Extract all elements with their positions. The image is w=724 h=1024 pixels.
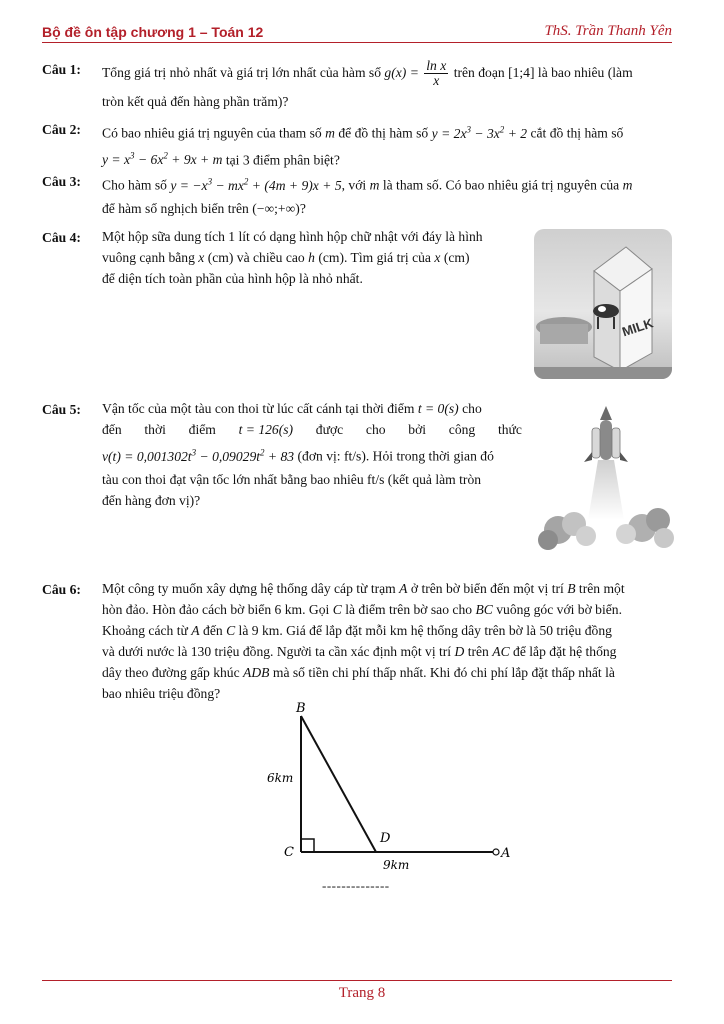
question-text: Vận tốc của một tàu con thoi từ lúc cất cánh tại thời điểm xyxy=(102,401,415,416)
question-text: Khoảng cách từ xyxy=(102,623,188,638)
page-header xyxy=(42,22,672,43)
question-label: Câu 1: xyxy=(42,62,81,77)
label-b: B xyxy=(296,701,306,716)
question-text: tàu con thoi đạt vận tốc lớn nhất bằng bao nhiêu ft/s (kết quả làm tròn xyxy=(102,471,482,487)
question-text: tròn kết quả đến hàng phần trăm)? xyxy=(102,94,289,110)
question-2 xyxy=(42,118,682,166)
page-number: Trang 8 xyxy=(338,985,386,1001)
question-text: ? xyxy=(299,200,306,216)
question-1 xyxy=(42,58,682,114)
geometry-diagram xyxy=(260,696,530,874)
question-text: để diện tích toàn phần của hình hộp là nhỏ nhất. xyxy=(102,271,363,286)
question-text: (cm) xyxy=(443,250,470,265)
question-text: để hàm số nghịch biến trên xyxy=(102,200,249,216)
question-text: Tổng giá trị nhỏ nhất và giá trị lớn nhất của hàm số xyxy=(102,65,381,80)
question-text: đến xyxy=(203,623,223,638)
point-a xyxy=(493,849,499,855)
math-expression: (−∞;+∞) xyxy=(252,200,300,216)
milk-carton-image xyxy=(534,229,672,379)
question-label: Câu 5: xyxy=(42,402,81,417)
question-4: Câu 4: Một hộp sữa dung tích 1 lít có dạng hình hộp chữ nhật với đáy là hình vuông cạnh bằng x (cm) và chiều cao h (cm). Tìm giá trị của x (cm) để diện tích toàn phần của hình hộp là nhỏ nhất. xyxy=(42,226,522,296)
question-text: trên một xyxy=(578,581,625,596)
footer-divider xyxy=(42,980,672,981)
question-text: là bao nhiêu (làm xyxy=(537,65,633,80)
section-separator: -------------- xyxy=(322,878,390,893)
question-text: mà số tiền chi phí thấp nhất. Khi đó chi phí lắp đặt thấp nhất là xyxy=(272,665,615,680)
question-text: đến xyxy=(102,422,122,437)
math-expression: m xyxy=(622,177,633,193)
question-text: trên xyxy=(467,644,489,659)
math-expression: t = 126(s) xyxy=(238,422,294,437)
author-name: ThS. Trần Thanh Yên xyxy=(544,23,672,39)
document-title: Bộ đề ôn tập chương 1 – Toán 12 xyxy=(42,24,264,40)
math-expression: $y = x^3 - 6x^2 + 9x + m$ xyxy=(102,150,223,168)
label-a: A xyxy=(501,846,511,861)
math-expression: $v(t) = 0,001302t^3 - 0,09029t^2 + 83$ xyxy=(102,447,295,464)
question-text: là 9 km. Giá để lắp đặt mỗi km hệ thống dây trên bờ là 50 triệu đồng xyxy=(238,623,612,638)
math-expression: $y = 2x^3 - 3x^2 + 2$ xyxy=(431,124,528,141)
question-text: cho xyxy=(365,422,386,437)
question-text: là tham số. Có bao nhiêu giá trị nguyên của xyxy=(382,177,620,193)
question-text: thức xyxy=(497,422,522,437)
question-text: cắt đồ thị hàm số xyxy=(530,125,624,141)
question-text: (cm) và chiều cao xyxy=(207,250,305,265)
math-expression: m xyxy=(369,177,380,193)
question-text: Một công ty muốn xây dựng hệ thống dây cáp từ trạm xyxy=(102,581,396,596)
question-3 xyxy=(42,170,682,218)
math-expression: g(x) = xyxy=(384,65,419,80)
right-angle-mark xyxy=(301,839,314,852)
question-text: thời xyxy=(144,422,166,437)
label-6km: 6km xyxy=(267,771,294,785)
question-text: bởi xyxy=(408,422,427,437)
label-c: C xyxy=(284,845,294,860)
math-expression: $y = -x^3 - mx^2 + (4m + 9)x + 5$ xyxy=(170,176,342,193)
math-expression: t = 0(s) xyxy=(417,401,459,416)
question-6: Câu 6: Một công ty muốn xây dựng hệ thống dây cáp từ trạm A ở trên bờ biển đến một vị trí B trên một hòn đảo. Hòn đảo cách bờ biển 6 km. Gọi C là điểm trên bờ sao cho BC vuông góc với bờ biển. Khoảng cách từ A đến C là 9 km. Giá để lắp đặt mỗi km hệ thống dây trên bờ là 50 triệu đồng và dưới nước là 130 triệu đồng. Người ta cần xác định một vị trí D trên AC để lắp đặt hệ thống dây theo đường gấp khúc ADB mà số tiền chi phí thấp nhất. Khi đó chi phí lắp đặt thấp nhất là bao nhiêu triệu đồng? xyxy=(42,578,682,698)
question-text: là điểm trên bờ sao cho xyxy=(345,602,473,617)
question-label: Câu 2: xyxy=(42,122,81,137)
question-text: vuông cạnh bằng xyxy=(102,250,195,265)
question-text: công xyxy=(448,422,476,437)
question-text: và dưới nước là 130 triệu đồng. Người ta cần xác định một vị trí xyxy=(102,644,452,659)
question-text: điểm xyxy=(188,422,216,437)
question-text: để đồ thị hàm số xyxy=(338,125,429,141)
question-text: hòn đảo. Hòn đảo cách bờ biển 6 km. Gọi xyxy=(102,602,330,617)
question-text: bao nhiêu triệu đồng? xyxy=(102,686,221,701)
question-text: được xyxy=(315,422,344,437)
segment-bd xyxy=(301,716,376,852)
label-d: D xyxy=(380,831,391,846)
math-expression: m xyxy=(325,125,335,141)
question-text: Có bao nhiêu giá trị nguyên của tham số xyxy=(102,125,322,141)
question-label: Câu 6: xyxy=(42,582,81,597)
question-text: để lắp đặt hệ thống xyxy=(513,644,617,659)
space-shuttle-image xyxy=(538,402,674,550)
question-text: tại 3 điểm phân biệt? xyxy=(225,152,340,168)
question-text: trên đoạn xyxy=(453,65,505,80)
question-label: Câu 4: xyxy=(42,230,81,245)
question-text: vuông góc với bờ biển. xyxy=(496,602,622,617)
question-5 xyxy=(42,398,522,508)
question-text: Một hộp sữa dung tích 1 lít có dạng hình hộp chữ nhật với đáy là hình xyxy=(102,229,483,244)
question-text: dây theo đường gấp khúc xyxy=(102,665,240,680)
question-text: Cho hàm số xyxy=(102,177,167,193)
question-text: (cm). Tìm giá trị của xyxy=(318,250,431,265)
label-9km: 9km xyxy=(383,858,410,872)
question-text: đến hàng đơn vị)? xyxy=(102,492,201,508)
fraction: $\frac{\text{ln x}}{x}$ xyxy=(426,58,447,89)
question-text: ở trên bờ biển đến một vị trí xyxy=(410,581,564,596)
question-text: , với xyxy=(341,177,367,193)
question-text: (đơn vị: ft/s). Hỏi trong thời gian đó xyxy=(297,448,494,464)
question-label: Câu 3: xyxy=(42,174,81,189)
math-expression: [1;4] xyxy=(508,65,535,80)
milk-label: MILK xyxy=(620,315,655,340)
question-text: cho xyxy=(462,401,482,416)
